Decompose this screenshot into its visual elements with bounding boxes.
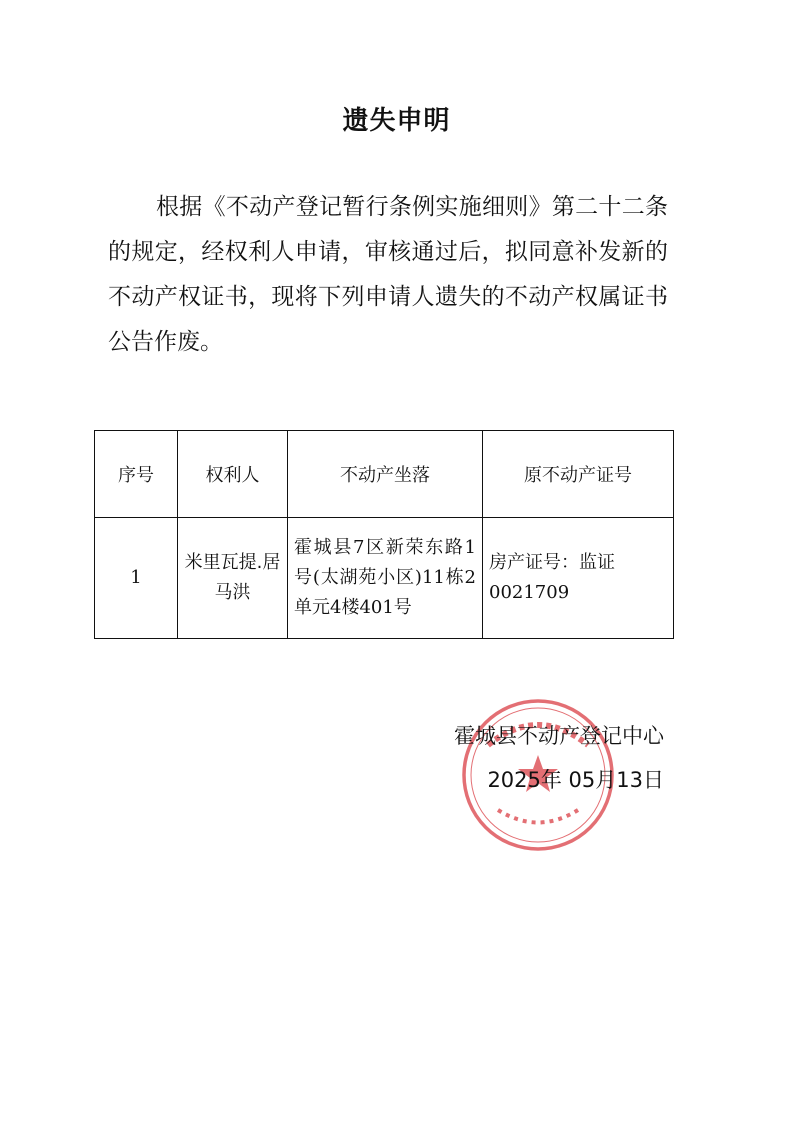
issue-date: 2025年 05月13日 xyxy=(487,768,664,792)
document-title: 遗失申明 xyxy=(342,106,451,136)
cell-seq: 1 xyxy=(95,518,178,639)
table-header-row xyxy=(95,431,674,518)
header-location: 不动产坐落 xyxy=(288,431,483,518)
table-row xyxy=(95,518,674,639)
cell-owner: 米里瓦提.居马洪 xyxy=(178,518,288,639)
document-body: 根据《不动产登记暂行条例实施细则》第二十二条的规定，经权利人申请，审核通过后，拟同意补发新的不动产权证书，现将下列申请人遗失的不动产权属证书公告作废。 xyxy=(108,194,668,355)
header-owner: 权利人 xyxy=(178,431,288,518)
cell-location: 霍城县7区新荣东路1号(太湖苑小区)11栋2单元4楼401号 xyxy=(288,518,483,639)
issuing-organization: 霍城县不动产登记中心 xyxy=(454,724,664,748)
cell-certificate: 房产证号：监证0021709 xyxy=(483,518,674,639)
header-certificate: 原不动产证号 xyxy=(483,431,674,518)
header-seq: 序号 xyxy=(95,431,178,518)
lost-certificate-table xyxy=(94,430,674,639)
